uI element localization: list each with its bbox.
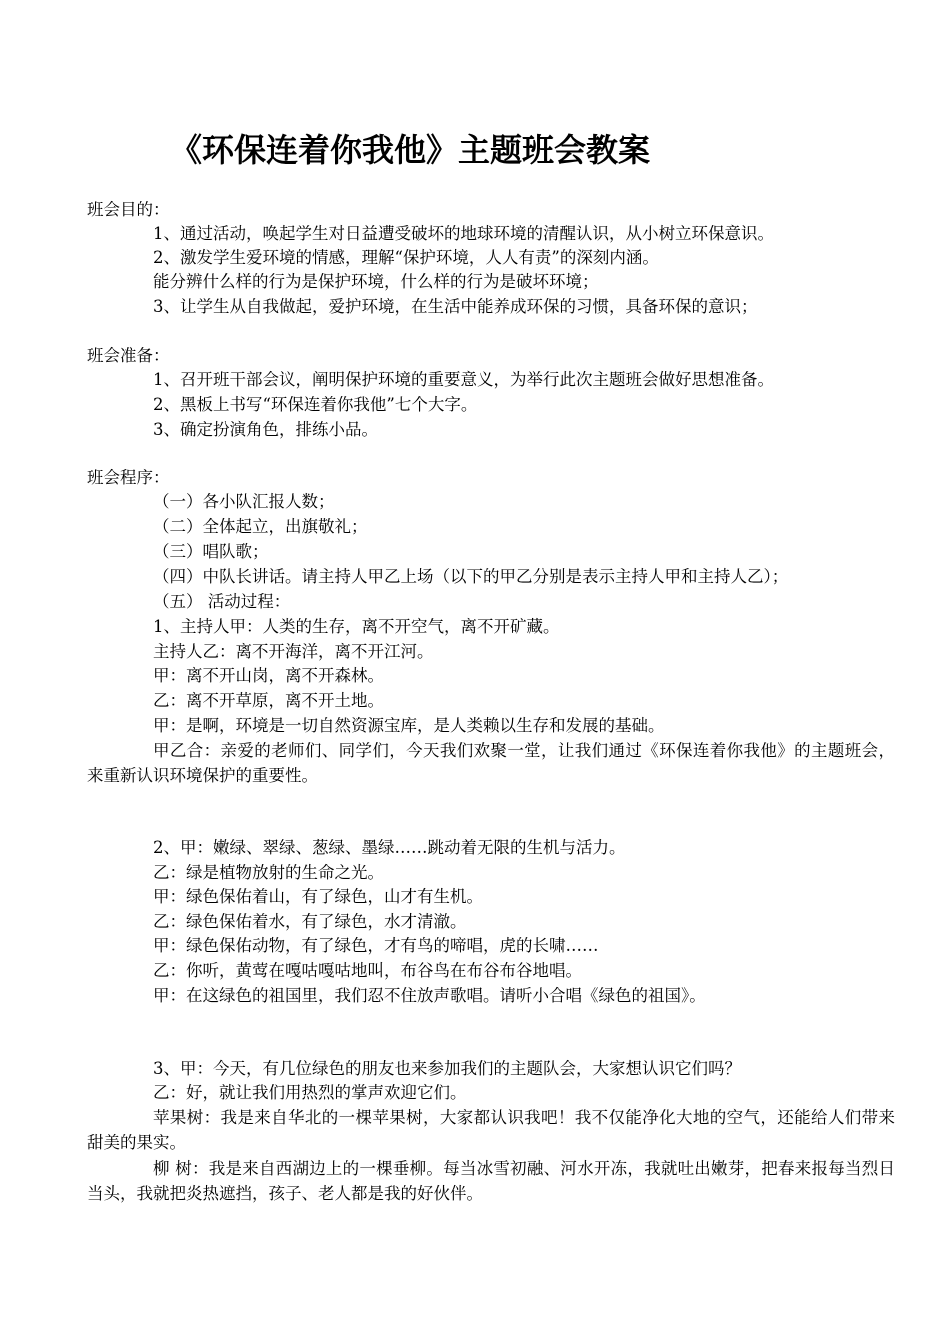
purpose-heading: 班会目的： [87, 200, 170, 219]
preparation-heading: 班会准备： [87, 346, 170, 365]
dialogue-paragraph: 柳 树：我是来自西湖边上的一棵垂柳。每当冰雪初融、河水开冻，我就吐出嫩芽，把春来报每当烈日当头，我就把炎热遮挡，孩子、老人都是我的好伙伴。 [87, 1159, 895, 1203]
dialogue-line: 乙：离不开草原，离不开土地。 [153, 691, 384, 710]
dialogue-line: 2、甲：嫩绿、翠绿、葱绿、墨绿……跳动着无限的生机与活力。 [153, 838, 626, 857]
preparation-item: 1、召开班干部会议，阐明保护环境的重要意义，为举行此次主题班会做好思想准备。 [153, 370, 774, 389]
preparation-item: 2、黑板上书写“环保连着你我他”七个大字。 [153, 395, 478, 414]
procedure-step: （三）唱队歌； [153, 542, 269, 561]
purpose-item: 3、让学生从自我做起，爱护环境，在生活中能养成环保的习惯，具备环保的意识； [153, 297, 758, 316]
dialogue-line: 甲：是啊，环境是一切自然资源宝库，是人类赖以生存和发展的基础。 [153, 716, 665, 735]
dialogue-line: 乙：绿色保佑着水，有了绿色，水才清澈。 [153, 912, 467, 931]
dialogue-line: 1、主持人甲：人类的生存，离不开空气，离不开矿藏。 [153, 617, 560, 636]
preparation-item: 3、确定扮演角色，排练小品。 [153, 420, 378, 439]
purpose-item: 2、激发学生爱环境的情感，理解“保护环境，人人有责”的深刻内涵。 [153, 248, 659, 267]
procedure-step: （二）全体起立，出旗敬礼； [153, 517, 368, 536]
document-title-text: 《环保连着你我他》主题班会教案 [169, 131, 650, 169]
procedure-step: （五） 活动过程： [153, 592, 291, 611]
procedure-step: （四）中队长讲话。请主持人甲乙上场（以下的甲乙分别是表示主持人甲和主持人乙）； [153, 567, 789, 586]
purpose-item: 能分辨什么样的行为是保护环境，什么样的行为是破坏环境； [153, 272, 599, 291]
dialogue-line: 甲：在这绿色的祖国里，我们忍不住放声歌唱。请听小合唱《绿色的祖国》。 [153, 986, 706, 1005]
dialogue-line: 乙：好，就让我们用热烈的掌声欢迎它们。 [153, 1083, 467, 1102]
dialogue-line: 甲：绿色保佑着山，有了绿色，山才有生机。 [153, 887, 483, 906]
document-title [0, 128, 820, 172]
procedure-step: （一）各小队汇报人数； [153, 492, 335, 511]
dialogue-line: 乙：绿是植物放射的生命之光。 [153, 863, 384, 882]
dialogue-line: 甲：绿色保佑动物，有了绿色，才有鸟的啼唱，虎的长啸…… [153, 936, 599, 955]
dialogue-line: 3、甲：今天，有几位绿色的朋友也来参加我们的主题队会，大家想认识它们吗？ [153, 1059, 741, 1078]
dialogue-line: 主持人乙：离不开海洋，离不开江河。 [153, 642, 434, 661]
dialogue-paragraph: 苹果树：我是来自华北的一棵苹果树，大家都认识我吧！我不仅能净化大地的空气，还能给人们带来甜美的果实。 [87, 1108, 895, 1152]
dialogue-paragraph: 甲乙合：亲爱的老师们、同学们，今天我们欢聚一堂，让我们通过《环保连着你我他》的主题班会，来重新认识环境保护的重要性。 [87, 741, 895, 785]
dialogue-line: 甲：离不开山岗，离不开森林。 [153, 666, 384, 685]
procedure-heading: 班会程序： [87, 468, 170, 487]
purpose-item: 1、通过活动，唤起学生对日益遭受破坏的地球环境的清醒认识，从小树立环保意识。 [153, 224, 774, 243]
dialogue-line: 乙：你听，黄莺在嘎咕嘎咕地叫，布谷鸟在布谷布谷地唱。 [153, 961, 582, 980]
